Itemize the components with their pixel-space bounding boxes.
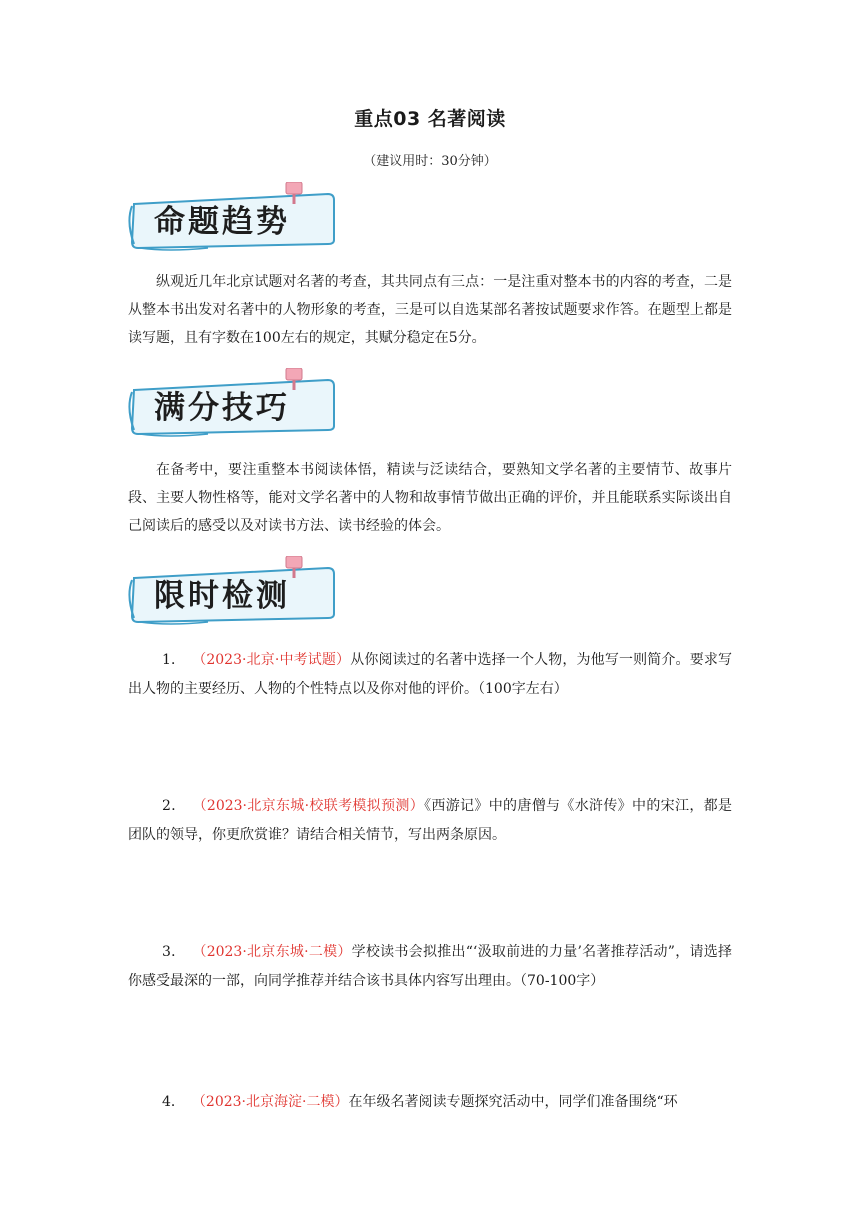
question-number: 3． [162, 944, 186, 960]
question-source: （2023·北京·中考试题） [199, 652, 351, 668]
question-number: 1． [162, 652, 186, 668]
question-1 [128, 646, 732, 704]
question-source: （2023·北京东城·校联考模拟预测） [199, 798, 425, 814]
suggested-time: （建议用时：30分钟） [363, 154, 497, 169]
question-source: （2023·北京海淀·二模） [198, 1094, 349, 1110]
section-text-trend: 纵观近几年北京试题对名著的考查，其共同点有三点：一是注重对整本书的内容的考查，二是从整本书出发对名著中的人物形象的考查，三是可以自选某部名著按试题要求作答。在题型上都是读写题，且有字数在100左右的规定，其赋分稳定在5分。 [128, 274, 732, 346]
question-text: 《西游记》中的唐僧与《水浒传》中的宋江，都是团队的领导，你更欣赏谁？请结合相关情节，写出两条原因。 [128, 798, 732, 843]
question-number: 4． [162, 1094, 185, 1110]
question-number: 2． [162, 798, 186, 814]
question-source: （2023·北京东城·二模） [199, 944, 352, 960]
page-title: 重点03 名著阅读 [354, 108, 506, 130]
question-4 [128, 1088, 732, 1117]
question-text: 学校读书会拟推出“‘汲取前进的力量’名著推荐活动”，请选择你感受最深的一部，向同学推荐并结合该书具体内容写出理由。（70-100字） [128, 944, 732, 989]
section-heading: 限时检测 [154, 578, 290, 614]
section-banner-tips [128, 368, 340, 440]
section-heading: 命题趋势 [154, 204, 290, 240]
section-banner-test [128, 556, 340, 628]
question-2 [128, 792, 732, 850]
question-3 [128, 938, 732, 996]
question-text: 在年级名著阅读专题探究活动中，同学们准备围绕“环 [348, 1094, 678, 1110]
section-heading: 满分技巧 [154, 390, 290, 426]
question-text: 从你阅读过的名著中选择一个人物，为他写一则简介。要求写出人物的主要经历、人物的个性特点以及你对他的评价。（100字左右） [128, 652, 732, 697]
section-banner-trend [128, 182, 340, 254]
section-text-tips: 在备考中，要注重整本书阅读体悟，精读与泛读结合，要熟知文学名著的主要情节、故事片段、主要人物性格等，能对文学名著中的人物和故事情节做出正确的评价，并且能联系实际谈出自己阅读后的感受以及对读书方法、读书经验的体会。 [128, 462, 732, 534]
